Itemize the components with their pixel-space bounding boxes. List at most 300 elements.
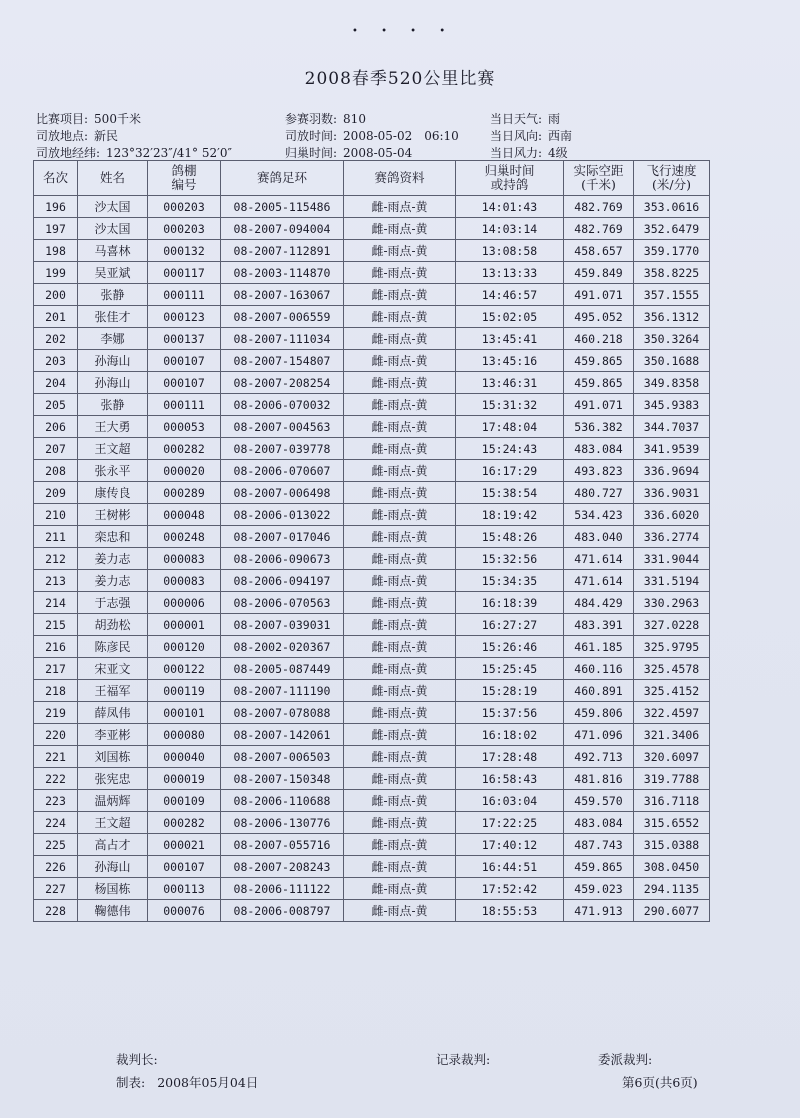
cell-time: 15:48:26 [456, 526, 564, 548]
cell-distance: 461.185 [564, 636, 634, 658]
header-speed [634, 161, 710, 196]
cell-time: 13:46:31 [456, 372, 564, 394]
cell-speed: 341.9539 [634, 438, 710, 460]
cell-info: 雌-雨点-黄 [344, 680, 456, 702]
cell-rank: 225 [34, 834, 78, 856]
cell-ring: 08-2006-090673 [221, 548, 344, 570]
header-loft-line2: 编号 [171, 177, 197, 192]
cell-info: 雌-雨点-黄 [344, 856, 456, 878]
cell-ring: 08-2007-112891 [221, 240, 344, 262]
cell-info: 雌-雨点-黄 [344, 812, 456, 834]
cell-rank: 203 [34, 350, 78, 372]
header-time [456, 161, 564, 196]
cell-distance: 471.913 [564, 900, 634, 922]
footer-made [116, 1073, 258, 1091]
table-row [34, 284, 710, 306]
cell-distance: 495.052 [564, 306, 634, 328]
cell-rank: 204 [34, 372, 78, 394]
cell-rank: 221 [34, 746, 78, 768]
cell-rank: 219 [34, 702, 78, 724]
cell-rank: 215 [34, 614, 78, 636]
cell-speed: 352.6479 [634, 218, 710, 240]
cell-name: 高占才 [78, 834, 148, 856]
cell-time: 14:01:43 [456, 196, 564, 218]
cell-time: 16:58:43 [456, 768, 564, 790]
cell-time: 15:37:56 [456, 702, 564, 724]
header-info: 赛鸽资料 [344, 161, 456, 196]
cell-time: 15:28:19 [456, 680, 564, 702]
cell-ring: 08-2007-055716 [221, 834, 344, 856]
cell-loft: 000109 [148, 790, 221, 812]
cell-info: 雌-雨点-黄 [344, 790, 456, 812]
table-row [34, 680, 710, 702]
cell-rank: 217 [34, 658, 78, 680]
meta-release-label: 司放时间: [285, 129, 338, 143]
meta-wind-direction-label: 当日风向: [490, 129, 543, 143]
cell-ring: 08-2006-070607 [221, 460, 344, 482]
cell-name: 胡劲松 [78, 614, 148, 636]
table-row [34, 438, 710, 460]
meta-coords [36, 144, 232, 161]
meta-return [285, 144, 412, 161]
cell-distance: 459.570 [564, 790, 634, 812]
cell-distance: 492.713 [564, 746, 634, 768]
cell-speed: 353.0616 [634, 196, 710, 218]
cell-info: 雌-雨点-黄 [344, 240, 456, 262]
cell-ring: 08-2006-070563 [221, 592, 344, 614]
cell-name: 王福军 [78, 680, 148, 702]
cell-loft: 000080 [148, 724, 221, 746]
cell-distance: 491.071 [564, 284, 634, 306]
cell-speed: 336.6020 [634, 504, 710, 526]
cell-speed: 319.7788 [634, 768, 710, 790]
cell-time: 16:18:02 [456, 724, 564, 746]
cell-loft: 000107 [148, 856, 221, 878]
cell-name: 沙太国 [78, 196, 148, 218]
cell-loft: 000101 [148, 702, 221, 724]
cell-rank: 210 [34, 504, 78, 526]
cell-name: 康传良 [78, 482, 148, 504]
cell-ring: 08-2005-087449 [221, 658, 344, 680]
cell-name: 宋亚文 [78, 658, 148, 680]
cell-info: 雌-雨点-黄 [344, 900, 456, 922]
table-row [34, 372, 710, 394]
table-row [34, 878, 710, 900]
cell-loft: 000021 [148, 834, 221, 856]
table-row [34, 592, 710, 614]
cell-ring: 08-2007-039778 [221, 438, 344, 460]
cell-info: 雌-雨点-黄 [344, 372, 456, 394]
cell-speed: 357.1555 [634, 284, 710, 306]
header-distance [564, 161, 634, 196]
cell-ring: 08-2007-004563 [221, 416, 344, 438]
meta-item-value: 500千米 [94, 112, 141, 126]
cell-distance: 493.823 [564, 460, 634, 482]
cell-rank: 207 [34, 438, 78, 460]
header-distance-line2: (千米) [581, 177, 616, 192]
header-speed-line1: 飞行速度 [646, 163, 697, 178]
meta-return-label: 归巢时间: [285, 146, 338, 160]
cell-speed: 325.4152 [634, 680, 710, 702]
cell-distance: 459.023 [564, 878, 634, 900]
cell-name: 杨国栋 [78, 878, 148, 900]
cell-loft: 000117 [148, 262, 221, 284]
cell-time: 17:22:25 [456, 812, 564, 834]
meta-place [36, 127, 118, 144]
cell-loft: 000020 [148, 460, 221, 482]
meta-wind-force-value: 4级 [548, 146, 568, 160]
cell-speed: 331.5194 [634, 570, 710, 592]
cell-info: 雌-雨点-黄 [344, 592, 456, 614]
cell-ring: 08-2007-111034 [221, 328, 344, 350]
table-row [34, 658, 710, 680]
cell-ring: 08-2007-208254 [221, 372, 344, 394]
cell-name: 张佳才 [78, 306, 148, 328]
table-row [34, 196, 710, 218]
cell-speed: 358.8225 [634, 262, 710, 284]
cell-time: 17:48:04 [456, 416, 564, 438]
cell-ring: 08-2007-006498 [221, 482, 344, 504]
cell-info: 雌-雨点-黄 [344, 482, 456, 504]
cell-distance: 483.391 [564, 614, 634, 636]
cell-time: 15:32:56 [456, 548, 564, 570]
cell-name: 孙海山 [78, 856, 148, 878]
cell-speed: 315.0388 [634, 834, 710, 856]
footer-made-label: 制表: [116, 1075, 146, 1090]
cell-rank: 209 [34, 482, 78, 504]
cell-time: 16:17:29 [456, 460, 564, 482]
cell-info: 雌-雨点-黄 [344, 834, 456, 856]
cell-rank: 205 [34, 394, 78, 416]
cell-name: 沙太国 [78, 218, 148, 240]
cell-loft: 000137 [148, 328, 221, 350]
cell-loft: 000107 [148, 350, 221, 372]
cell-distance: 458.657 [564, 240, 634, 262]
cell-info: 雌-雨点-黄 [344, 702, 456, 724]
cell-name: 陈彦民 [78, 636, 148, 658]
cell-name: 于志强 [78, 592, 148, 614]
cell-loft: 000113 [148, 878, 221, 900]
cell-time: 14:46:57 [456, 284, 564, 306]
cell-loft: 000001 [148, 614, 221, 636]
cell-name: 刘国栋 [78, 746, 148, 768]
cell-distance: 487.743 [564, 834, 634, 856]
cell-name: 马喜林 [78, 240, 148, 262]
cell-ring: 08-2002-020367 [221, 636, 344, 658]
cell-time: 13:45:41 [456, 328, 564, 350]
cell-time: 15:34:35 [456, 570, 564, 592]
cell-name: 李娜 [78, 328, 148, 350]
cell-rank: 211 [34, 526, 78, 548]
cell-time: 13:45:16 [456, 350, 564, 372]
meta-count-value: 810 [343, 112, 366, 126]
cell-ring: 08-2006-111122 [221, 878, 344, 900]
cell-distance: 491.071 [564, 394, 634, 416]
cell-speed: 336.2774 [634, 526, 710, 548]
meta-coords-value: 123°32′23″/41° 52′0″ [106, 146, 232, 160]
cell-time: 15:24:43 [456, 438, 564, 460]
results-table [33, 160, 710, 922]
cell-speed: 327.0228 [634, 614, 710, 636]
cell-time: 16:27:27 [456, 614, 564, 636]
footer-recorder: 记录裁判: [436, 1052, 491, 1067]
meta-count [285, 110, 366, 127]
table-row [34, 768, 710, 790]
cell-ring: 08-2006-008797 [221, 900, 344, 922]
table-row [34, 636, 710, 658]
header-ring: 赛鸽足环 [221, 161, 344, 196]
cell-rank: 202 [34, 328, 78, 350]
cell-distance: 460.218 [564, 328, 634, 350]
cell-distance: 534.423 [564, 504, 634, 526]
meta-weather [490, 110, 560, 127]
cell-ring: 08-2007-006559 [221, 306, 344, 328]
cell-ring: 08-2007-111190 [221, 680, 344, 702]
cell-time: 15:38:54 [456, 482, 564, 504]
cell-name: 鞠德伟 [78, 900, 148, 922]
cell-speed: 294.1135 [634, 878, 710, 900]
meta-return-value: 2008-05-04 [343, 146, 413, 160]
cell-loft: 000040 [148, 746, 221, 768]
cell-time: 16:03:04 [456, 790, 564, 812]
cell-ring: 08-2003-114870 [221, 262, 344, 284]
cell-loft: 000248 [148, 526, 221, 548]
cell-rank: 222 [34, 768, 78, 790]
cell-ring: 08-2006-130776 [221, 812, 344, 834]
cell-distance: 484.429 [564, 592, 634, 614]
cell-rank: 206 [34, 416, 78, 438]
cell-speed: 344.7037 [634, 416, 710, 438]
header-loft-line1: 鸽棚 [171, 163, 197, 178]
table-row [34, 394, 710, 416]
cell-time: 13:13:33 [456, 262, 564, 284]
cell-distance: 483.040 [564, 526, 634, 548]
cell-time: 17:52:42 [456, 878, 564, 900]
cell-loft: 000119 [148, 680, 221, 702]
cell-rank: 214 [34, 592, 78, 614]
cell-speed: 349.8358 [634, 372, 710, 394]
cell-distance: 482.769 [564, 218, 634, 240]
cell-name: 李亚彬 [78, 724, 148, 746]
cell-info: 雌-雨点-黄 [344, 548, 456, 570]
cell-name: 孙海山 [78, 350, 148, 372]
cell-info: 雌-雨点-黄 [344, 416, 456, 438]
cell-rank: 213 [34, 570, 78, 592]
cell-ring: 08-2007-163067 [221, 284, 344, 306]
meta-place-label: 司放地点: [36, 129, 89, 143]
cell-rank: 223 [34, 790, 78, 812]
cell-loft: 000111 [148, 394, 221, 416]
cell-info: 雌-雨点-黄 [344, 724, 456, 746]
cell-name: 吴亚斌 [78, 262, 148, 284]
cell-name: 张永平 [78, 460, 148, 482]
meta-place-value: 新民 [94, 129, 119, 143]
cell-ring: 08-2007-039031 [221, 614, 344, 636]
meta-wind-direction [490, 127, 572, 144]
cell-loft: 000019 [148, 768, 221, 790]
cell-distance: 480.727 [564, 482, 634, 504]
cell-info: 雌-雨点-黄 [344, 658, 456, 680]
cell-time: 15:25:45 [456, 658, 564, 680]
cell-distance: 460.891 [564, 680, 634, 702]
header-time-line2: 或持鸽 [490, 177, 529, 192]
cell-speed: 316.7118 [634, 790, 710, 812]
cell-name: 孙海山 [78, 372, 148, 394]
cell-loft: 000289 [148, 482, 221, 504]
cell-info: 雌-雨点-黄 [344, 394, 456, 416]
meta-item [36, 110, 141, 127]
cell-time: 16:44:51 [456, 856, 564, 878]
table-row [34, 856, 710, 878]
cell-name: 温炳辉 [78, 790, 148, 812]
cell-loft: 000132 [148, 240, 221, 262]
cell-speed: 331.9044 [634, 548, 710, 570]
header-loft [148, 161, 221, 196]
meta-wind-force [490, 144, 568, 161]
cell-speed: 321.3406 [634, 724, 710, 746]
meta-wind-force-label: 当日风力: [490, 146, 543, 160]
cell-info: 雌-雨点-黄 [344, 218, 456, 240]
cell-rank: 198 [34, 240, 78, 262]
cell-rank: 224 [34, 812, 78, 834]
cell-rank: 201 [34, 306, 78, 328]
cell-distance: 471.096 [564, 724, 634, 746]
cell-loft: 000122 [148, 658, 221, 680]
cell-loft: 000123 [148, 306, 221, 328]
cell-info: 雌-雨点-黄 [344, 526, 456, 548]
header-rank: 名次 [34, 161, 78, 196]
cell-name: 薛凤伟 [78, 702, 148, 724]
cell-rank: 197 [34, 218, 78, 240]
cell-speed: 320.6097 [634, 746, 710, 768]
cell-ring: 08-2006-013022 [221, 504, 344, 526]
meta-item-label: 比赛项目: [36, 112, 89, 126]
cell-distance: 536.382 [564, 416, 634, 438]
meta-coords-label: 司放地经纬: [36, 146, 101, 160]
cell-rank: 218 [34, 680, 78, 702]
cell-info: 雌-雨点-黄 [344, 328, 456, 350]
cell-ring: 08-2007-078088 [221, 702, 344, 724]
footer-chief-judge: 裁判长: [116, 1052, 158, 1067]
header-name: 姓名 [78, 161, 148, 196]
cell-distance: 459.849 [564, 262, 634, 284]
cell-speed: 350.1688 [634, 350, 710, 372]
cell-rank: 220 [34, 724, 78, 746]
header-time-line1: 归巢时间 [484, 163, 535, 178]
table-row [34, 790, 710, 812]
cell-info: 雌-雨点-黄 [344, 768, 456, 790]
meta-wind-direction-value: 西南 [548, 129, 573, 143]
cell-speed: 336.9031 [634, 482, 710, 504]
cell-ring: 08-2007-150348 [221, 768, 344, 790]
cell-loft: 000053 [148, 416, 221, 438]
cell-info: 雌-雨点-黄 [344, 570, 456, 592]
cell-rank: 200 [34, 284, 78, 306]
table-row [34, 350, 710, 372]
cell-info: 雌-雨点-黄 [344, 460, 456, 482]
cell-rank: 196 [34, 196, 78, 218]
table-row [34, 504, 710, 526]
meta-weather-value: 雨 [548, 112, 561, 126]
cell-time: 15:02:05 [456, 306, 564, 328]
table-row [34, 724, 710, 746]
cell-name: 张静 [78, 394, 148, 416]
cell-speed: 330.2963 [634, 592, 710, 614]
cell-loft: 000203 [148, 218, 221, 240]
cell-loft: 000048 [148, 504, 221, 526]
cell-loft: 000083 [148, 548, 221, 570]
cell-name: 王文超 [78, 812, 148, 834]
cell-rank: 226 [34, 856, 78, 878]
table-row [34, 834, 710, 856]
cell-time: 14:03:14 [456, 218, 564, 240]
cell-name: 姜力志 [78, 570, 148, 592]
cell-loft: 000282 [148, 812, 221, 834]
table-row [34, 702, 710, 724]
cell-name: 栾忠和 [78, 526, 148, 548]
cell-distance: 483.084 [564, 438, 634, 460]
cell-info: 雌-雨点-黄 [344, 196, 456, 218]
cell-loft: 000006 [148, 592, 221, 614]
cell-distance: 459.865 [564, 372, 634, 394]
cell-ring: 08-2007-154807 [221, 350, 344, 372]
cell-distance: 482.769 [564, 196, 634, 218]
table-row [34, 746, 710, 768]
footer-page: 第6页(共6页) [622, 1075, 698, 1090]
cell-rank: 228 [34, 900, 78, 922]
cell-ring: 08-2007-006503 [221, 746, 344, 768]
cell-name: 王文超 [78, 438, 148, 460]
cell-loft: 000120 [148, 636, 221, 658]
table-row [34, 262, 710, 284]
cell-info: 雌-雨点-黄 [344, 306, 456, 328]
table-row [34, 812, 710, 834]
cell-loft: 000111 [148, 284, 221, 306]
cell-name: 王树彬 [78, 504, 148, 526]
cell-speed: 356.1312 [634, 306, 710, 328]
cell-speed: 350.3264 [634, 328, 710, 350]
table-row [34, 218, 710, 240]
cell-time: 13:08:58 [456, 240, 564, 262]
cell-ring: 08-2007-208243 [221, 856, 344, 878]
cell-speed: 359.1770 [634, 240, 710, 262]
cell-ring: 08-2007-142061 [221, 724, 344, 746]
meta-release [285, 127, 459, 144]
cell-info: 雌-雨点-黄 [344, 438, 456, 460]
cell-rank: 212 [34, 548, 78, 570]
cell-distance: 481.816 [564, 768, 634, 790]
footer-made-date: 2008年05月04日 [157, 1075, 259, 1090]
table-row [34, 460, 710, 482]
cell-speed: 308.0450 [634, 856, 710, 878]
cell-info: 雌-雨点-黄 [344, 636, 456, 658]
cell-ring: 08-2007-017046 [221, 526, 344, 548]
table-row [34, 570, 710, 592]
cell-speed: 325.9795 [634, 636, 710, 658]
cell-time: 17:28:48 [456, 746, 564, 768]
cell-name: 张宪忠 [78, 768, 148, 790]
cell-ring: 08-2007-094004 [221, 218, 344, 240]
table-row [34, 306, 710, 328]
cell-ring: 08-2006-110688 [221, 790, 344, 812]
cell-name: 姜力志 [78, 548, 148, 570]
meta-release-value: 2008-05-02 06:10 [343, 129, 459, 143]
table-row [34, 416, 710, 438]
meta-weather-label: 当日天气: [490, 112, 543, 126]
cell-info: 雌-雨点-黄 [344, 878, 456, 900]
cell-ring: 08-2006-070032 [221, 394, 344, 416]
cell-speed: 336.9694 [634, 460, 710, 482]
